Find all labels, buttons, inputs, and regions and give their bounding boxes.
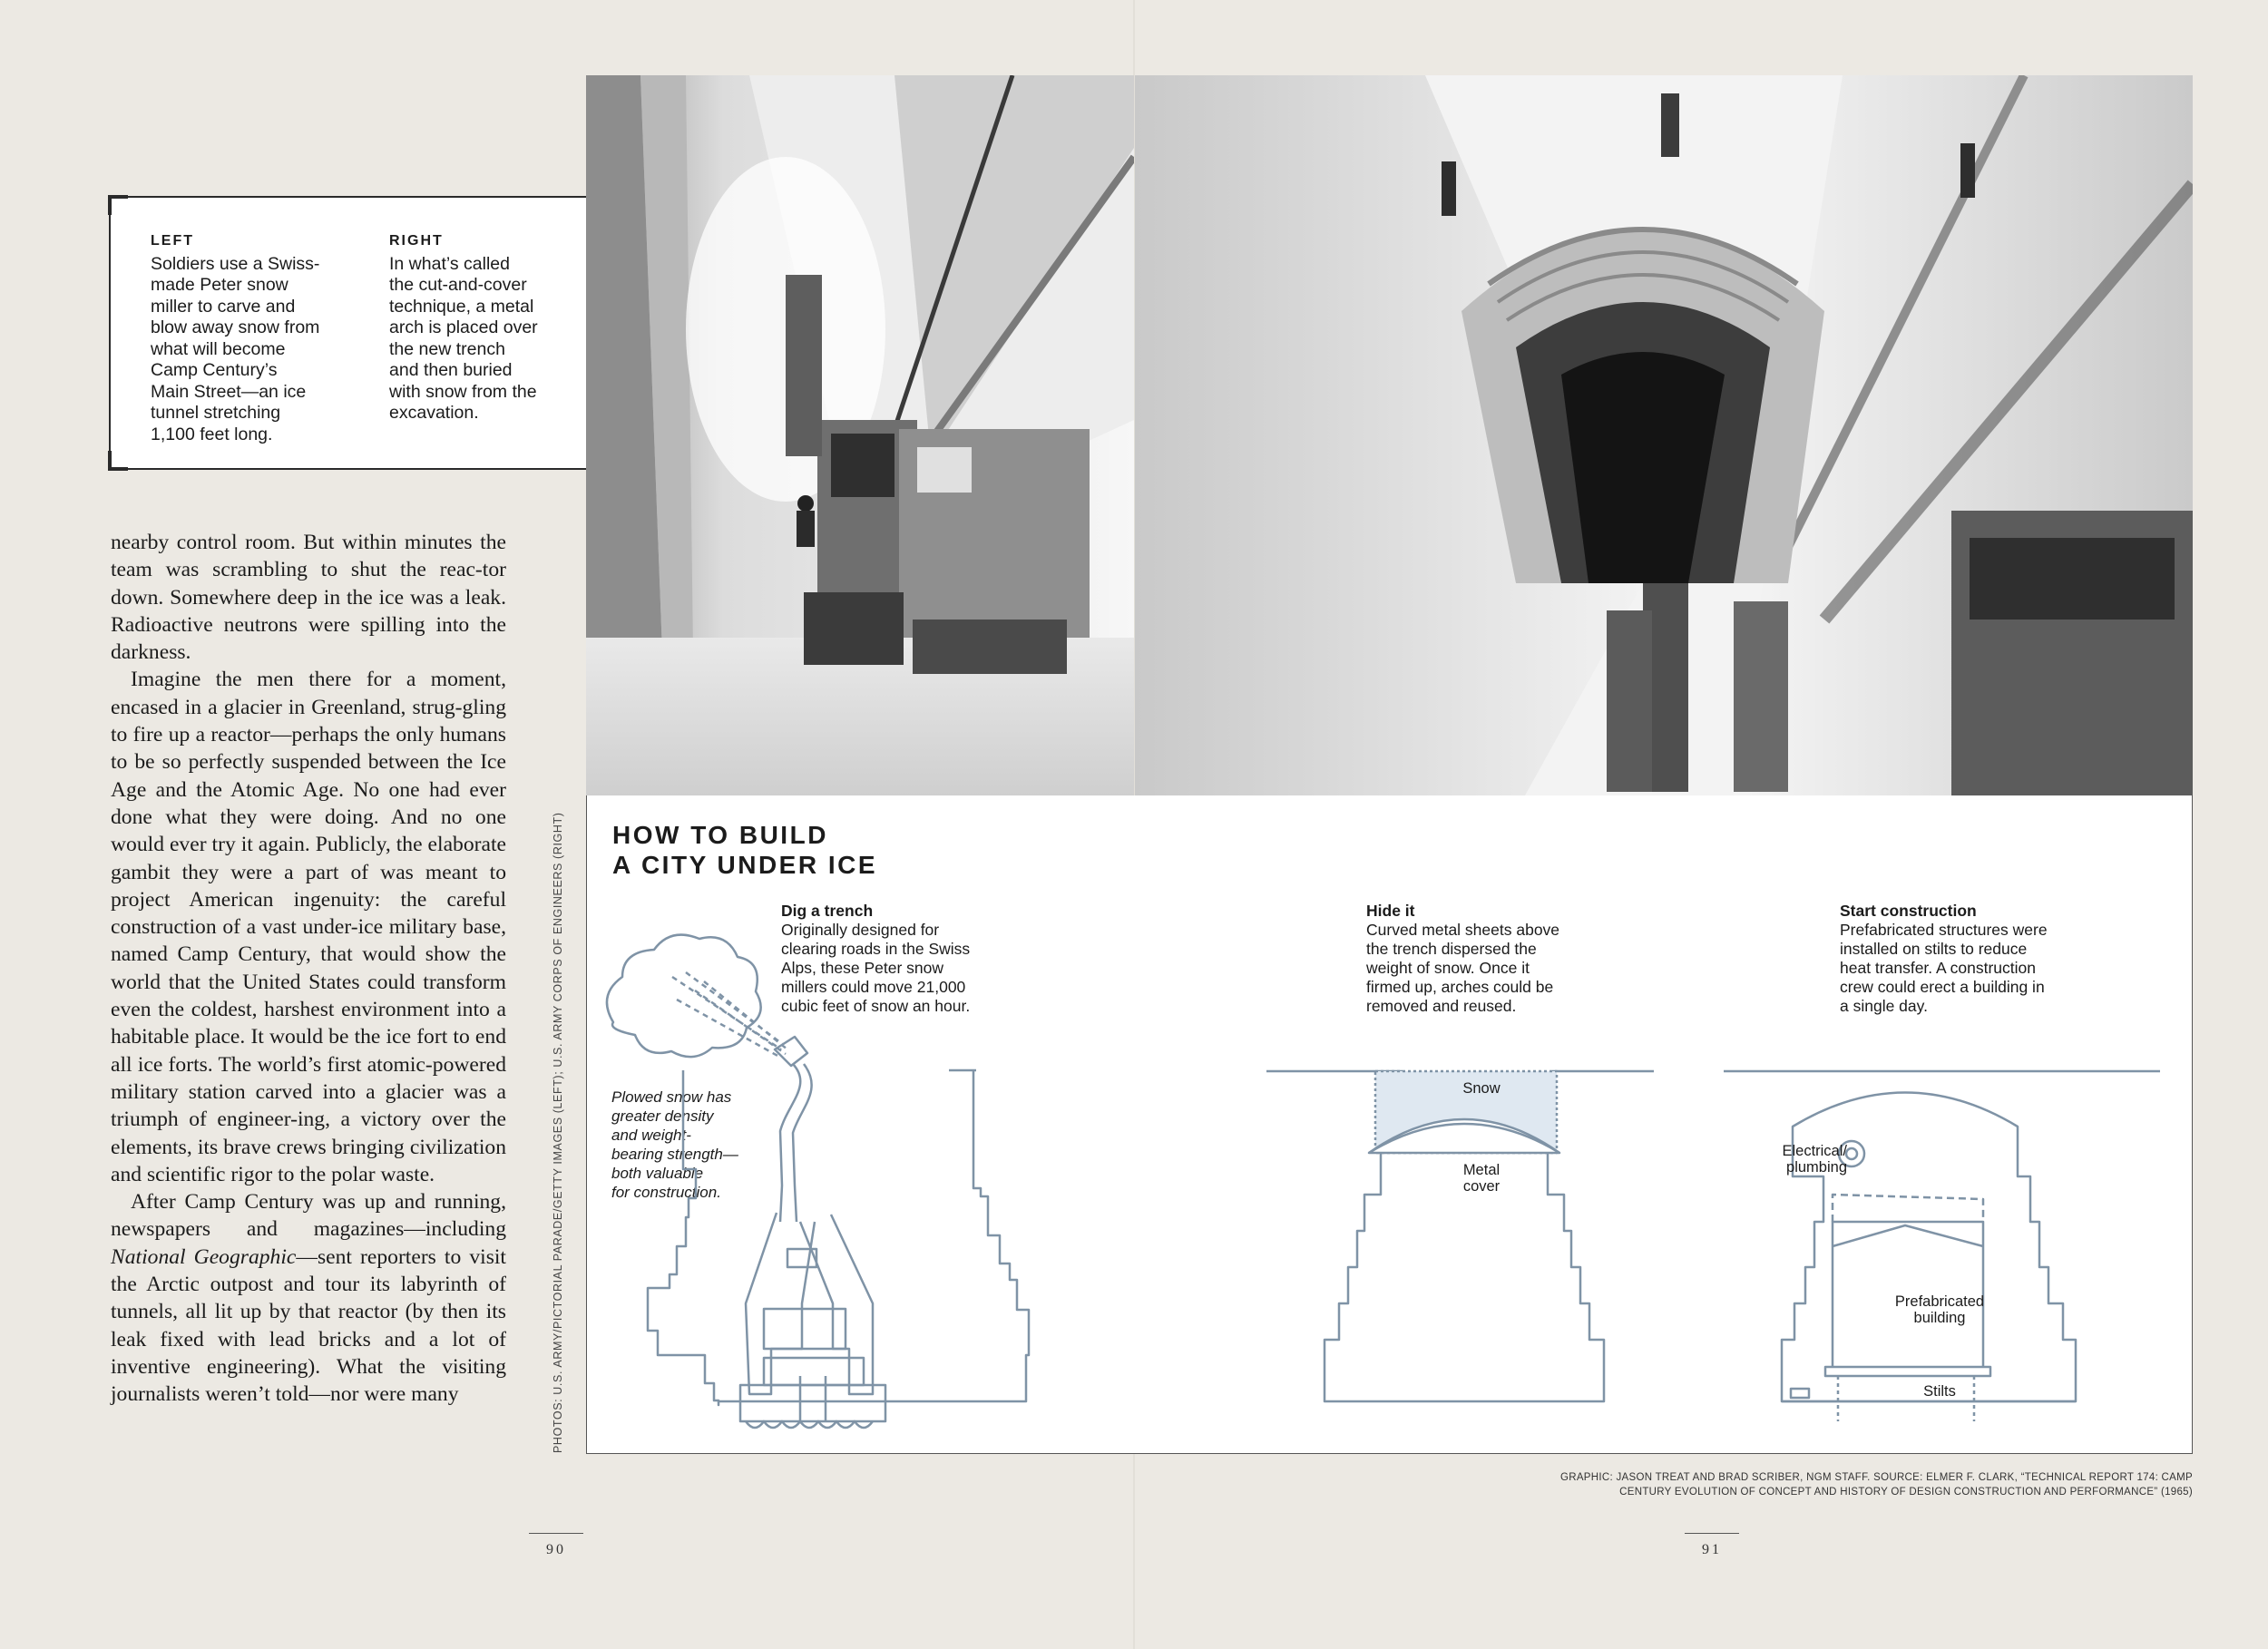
caption-left-heading: LEFT	[151, 233, 194, 249]
page-number-right: 91	[1685, 1542, 1739, 1558]
photo-snow-miller	[586, 75, 1134, 795]
step-line: clearing roads in the Swiss	[781, 940, 971, 958]
trench-diagrams	[586, 795, 2193, 1454]
caption-line: miller to carve and	[151, 296, 296, 317]
step-heading: Hide it	[1366, 902, 1415, 920]
step-line: installed on stilts to reduce	[1840, 940, 2028, 958]
label-metal-cover	[1445, 1162, 1518, 1195]
body-paragraph	[111, 1188, 506, 1408]
note-line: greater density	[611, 1107, 714, 1125]
caption-line: blow away snow from	[151, 317, 320, 337]
caption-line: 1,100 feet long.	[151, 424, 273, 444]
label-electrical-plumbing	[1747, 1143, 1847, 1176]
caption-right	[389, 230, 589, 424]
step-line: Curved metal sheets above	[1366, 921, 1560, 939]
caption-line: made Peter snow	[151, 275, 288, 295]
step-heading: Start construction	[1840, 902, 1977, 920]
body-paragraph: Imagine the men there for a moment, encased in a glacier in Greenland, strug-gling to fire up a reactor—perhaps the only humans to be so perfectly suspended between the Ice Age and the Atomic Age. No one had ever done what they were doing. And no one would ever try it again. Publicly, the elaborate gambit they were a part of was meant to project American ingenuity: the careful construction of a vast under-ice military base, named Camp Century, that would show the world that the United States could transform even the coldest, harshest environment into a habitable place. It would be the ice fort to end all ice forts. The world’s first atomic-powered military station carved into a glacier was a triumph of engineer-ing, a victory over the elements, its brave crews bringing civilization and scientific rigor to the polar waste.	[111, 668, 506, 1186]
body-paragraph: nearby control room. But within minutes the team was scrambling to shut the reac-tor down. Somewhere deep in the ice was a leak. Radioactive neutrons were spilling into the darkness.	[111, 531, 506, 665]
caption-line: what will become	[151, 338, 286, 359]
publication-name: National Geographic	[111, 1244, 297, 1269]
label-prefabricated-building	[1876, 1293, 2003, 1326]
caption-right-heading: RIGHT	[389, 233, 444, 249]
step-line: heat transfer. A construction	[1840, 959, 2036, 977]
step-heading: Dig a trench	[781, 902, 874, 920]
step-line: crew could erect a building in	[1840, 978, 2045, 996]
trench-2-with-arch	[1266, 1071, 1654, 1401]
photo-credit: PHOTOS: U.S. ARMY/PICTORIAL PARADE/GETTY IMAGES (LEFT); U.S. ARMY CORPS OF ENGINEERS (RIGHT)	[552, 812, 564, 1453]
step-line: Alps, these Peter snow	[781, 959, 943, 977]
caption-line: excavation.	[389, 403, 479, 423]
step-line: Prefabricated structures were	[1840, 921, 2048, 939]
photo-tunnel-arch	[1135, 75, 2193, 795]
trench-3-with-building	[1724, 1071, 2160, 1421]
caption-line: arch is placed over	[389, 317, 538, 337]
label-line: cover	[1462, 1178, 1501, 1195]
note-line: for construction.	[611, 1184, 721, 1201]
page-number-left: 90	[529, 1542, 583, 1558]
step-line: firmed up, arches could be	[1366, 978, 1554, 996]
caption-line: tunnel stretching	[151, 403, 281, 423]
title-line: HOW TO BUILD	[612, 821, 828, 849]
photo-caption-box	[109, 196, 615, 470]
label-line: Prefabricated	[1894, 1293, 1985, 1310]
caption-line: and then buried	[389, 360, 513, 380]
label-line: Metal	[1462, 1162, 1501, 1178]
note-line: both valuable	[611, 1165, 704, 1182]
caption-line: with snow from the	[389, 381, 537, 402]
step-line: the trench dispersed the	[1366, 940, 1537, 958]
label-line: plumbing	[1786, 1159, 1847, 1176]
step-line: weight of snow. Once it	[1366, 959, 1530, 977]
snow-miller-illustration	[586, 75, 1134, 795]
label-line: building	[1913, 1310, 1966, 1326]
article-body	[111, 529, 506, 1409]
caption-line: the cut-and-cover	[389, 275, 527, 295]
snow-miller-drawing	[740, 1037, 885, 1428]
step-line: cubic feet of snow an hour.	[781, 997, 971, 1015]
caption-line: Main Street—an ice	[151, 381, 307, 402]
body-text-run: After Camp Century was up and running, newspapers and magazines—including	[111, 1190, 506, 1242]
step-line: removed and reused.	[1366, 997, 1517, 1015]
step-line: millers could move 21,000	[781, 978, 966, 996]
title-line: A CITY UNDER ICE	[612, 851, 878, 879]
note-line: bearing strength—	[611, 1146, 738, 1163]
note-line: and weight-	[611, 1127, 691, 1144]
credit-line: CENTURY EVOLUTION OF CONCEPT AND HISTORY OF DESIGN CONSTRUCTION AND PERFORMANCE” (1965)	[1619, 1487, 2193, 1498]
caption-line: technique, a metal	[389, 296, 534, 317]
credit-line: GRAPHIC: JASON TREAT AND BRAD SCRIBER, NGM STAFF. SOURCE: ELMER F. CLARK, “TECHNICAL REPORT 174: CAMP	[1559, 1472, 2193, 1483]
label-stilts: Stilts	[1923, 1383, 1956, 1400]
caption-line: Camp Century’s	[151, 360, 278, 380]
caption-line: Soldiers use a Swiss-	[151, 253, 320, 274]
tunnel-illustration	[1135, 75, 2193, 795]
caption-left	[151, 230, 350, 445]
note-line: Plowed snow has	[611, 1088, 732, 1106]
body-text-run: —sent reporters to visit the Arctic outpost and tour its labyrinth of tunnels, all lit up by that reactor (by then its leak fixed with lead bricks and a lot of inventive engineering). What the visiting journalists weren’t told—nor were many	[111, 1244, 506, 1407]
graphic-credit	[1361, 1470, 2193, 1499]
step-line: Originally designed for	[781, 921, 940, 939]
label-line: Electrical/	[1782, 1143, 1847, 1159]
label-snow: Snow	[1462, 1080, 1501, 1097]
trench-1	[648, 1070, 1029, 1405]
caption-line: the new trench	[389, 338, 505, 359]
caption-line: In what’s called	[389, 253, 510, 274]
snow-cloud	[607, 935, 787, 1058]
step-line: a single day.	[1840, 997, 1928, 1015]
